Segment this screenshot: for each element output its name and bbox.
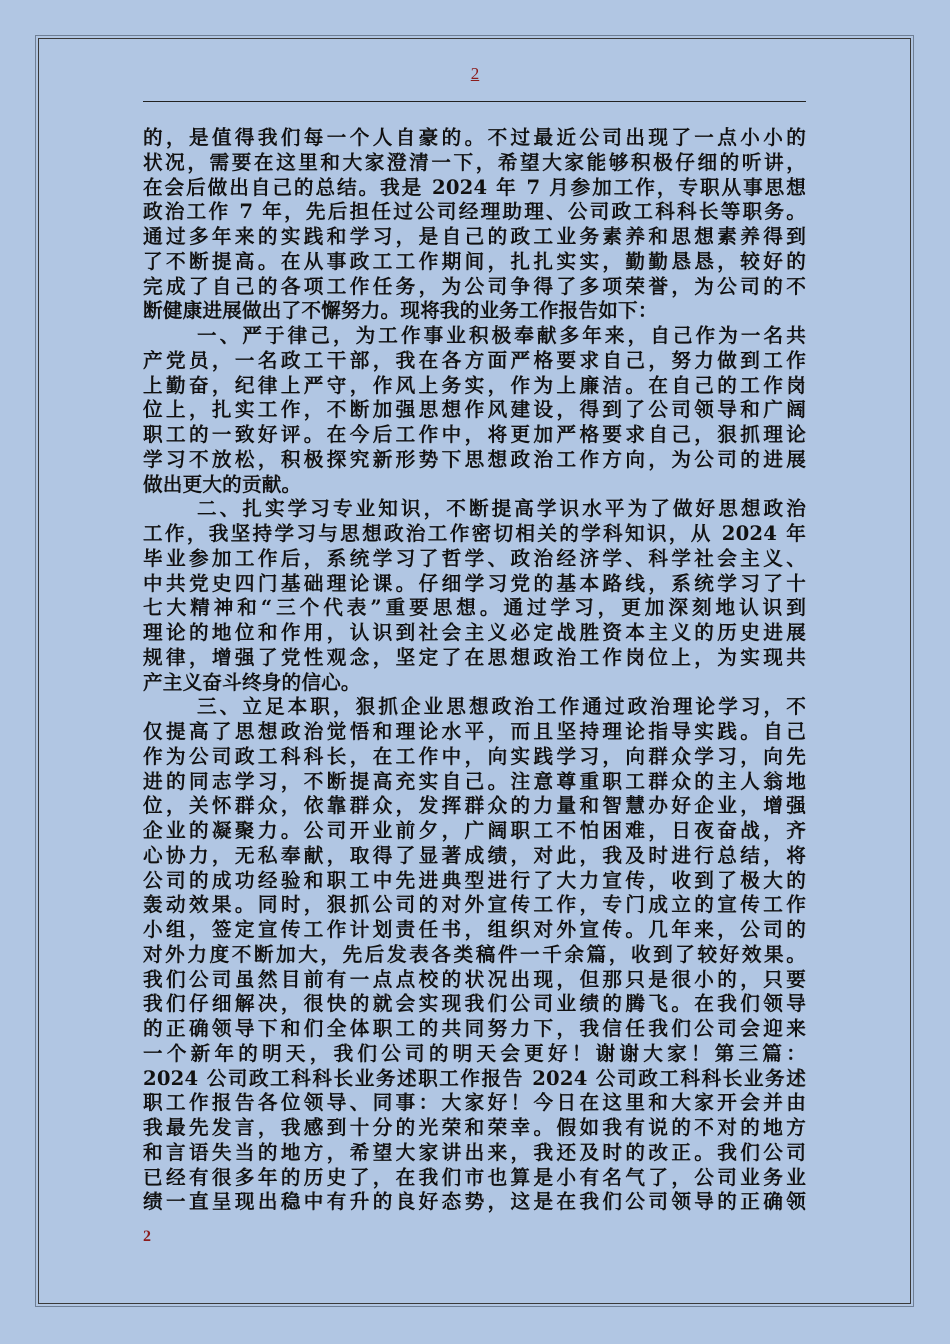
text-line: 轰动效果。同时，狠抓公司的对外宣传工作，专门成立的宣传工作 [143,893,806,917]
text-line: 学习不放松，积极探究新形势下思想政治工作方向，为公司的进展 [143,447,806,471]
text-line: 七大精神和“三个代表”重要思想。通过学习，更加深刻地认识到 [143,596,806,620]
text-line: 了不断提高。在从事政工工作期间，扎扎实实，勤勤恳恳，较好的 [143,249,806,273]
text-line: 断健康进展做出了不懈努力。现将我的业务工作报告如下： [143,299,658,323]
text-line: 做出更大的贡献。 [143,472,302,496]
text-line: 企业的凝聚力。公司开业前夕，广阔职工不怕困难，日夜奋战，齐 [143,819,806,842]
text-line: 规律，增强了党性观念，坚定了在思想政治工作岗位上，为实现共 [143,645,806,669]
text-line: 仅提高了思想政治觉悟和理论水平，而且坚持理论指导实践。自己 [143,720,806,743]
text-line: 对外力度不断加大，先后发表各类稿件一千余篇，收到了较好效果。 [143,942,806,966]
text-line: 产主义奋斗终身的信心。 [143,670,361,694]
header-page-number: 2 [470,64,480,83]
text-line: 位，关怀群众，依靠群众，发挥群众的力量和智慧办好企业，增强 [143,794,806,818]
section-heading-line: 一、严于律己，为工作事业积极奉献多年来，自己作为一名共 [197,324,806,347]
text-line: 公司的成功经验和职工中先进典型进行了大力宣传，收到了极大的 [143,868,806,892]
text-line: 的正确领导下和们全体职工的共同努力下，我信任我们公司会迎来 [143,1017,806,1040]
text-line: 上勤奋，纪律上严守，作风上务实，作为上廉洁。在自己的工作岗 [143,373,806,397]
text-line: 毕业参加工作后，系统学习了哲学、政治经济学、科学社会主义、 [143,546,806,570]
text-line: 已经有很多年的历史了，在我们市也算是小有名气了，公司业务业 [143,1165,806,1189]
text-line: 和言语失当的地方，希望大家讲出来，我还及时的改正。我们公司 [143,1140,806,1164]
text-line: 小组，签定宣传工作计划责任书，组织对外宣传。几年来，公司的 [143,918,806,941]
header-divider [143,101,806,102]
text-line: 我们公司虽然目前有一点点校的状况出现，但那只是很小的，只要 [143,967,806,991]
text-line: 的，是值得我们每一个人自豪的。不过最近公司出现了一点小小的 [143,126,806,149]
text-line: 产党员，一名政工干部，我在各方面严格要求自己，努力做到工作 [143,348,806,372]
text-line: 职工的一致好评。在今后工作中，将更加严格要求自己，狠抓理论 [143,423,806,446]
text-line: 政治工作 7 年，先后担任过公司经理助理、公司政工科科长等职务。 [143,200,806,224]
text-line: 完成了自己的各项工作任务，为公司争得了多项荣誉，为公司的不 [143,274,806,298]
text-line: 在会后做出自己的总结。我是 2024 年 7 月参加工作，专职从事思想 [143,175,806,199]
section-heading-line: 二、扎实学习专业知识，不断提高学识水平为了做好思想政治 [197,497,806,521]
text-line: 一个新年的明天，我们公司的明天会更好！谢谢大家！第三篇： [143,1041,806,1065]
text-line: 通过多年来的实践和学习，是自己的政工业务素养和思想素养得到 [143,225,806,248]
text-line: 工作，我坚持学习与思想政治工作密切相关的学科知识，从 2024 年 [143,522,806,545]
text-line: 作为公司政工科科长，在工作中，向实践学习，向群众学习，向先 [143,744,806,768]
text-line: 绩一直呈现出稳中有升的良好态势，这是在我们公司领导的正确领 [143,1190,806,1214]
text-line: 理论的地位和作用，认识到社会主义必定战胜资本主义的历史进展 [143,621,806,644]
text-line: 中共党史四门基础理论课。仔细学习党的基本路线，系统学习了十 [143,571,806,595]
text-line: 我们仔细解决，很快的就会实现我们公司业绩的腾飞。在我们领导 [143,992,806,1016]
section-heading-line: 三、立足本职，狠抓企业思想政治工作通过政治理论学习，不 [197,695,806,719]
footer-page-number: 2 [143,1228,151,1245]
text-line: 位上，扎实工作，不断加强思想作风建设，得到了公司领导和广阔 [143,398,806,422]
text-line: 进的同志学习，不断提高充实自己。注意尊重职工群众的主人翁地 [143,769,806,793]
text-line: 2024 公司政工科科长业务述职工作报告 2024 公司政工科科长业务述 [143,1066,806,1090]
text-line: 我最先发言，我感到十分的光荣和荣幸。假如我有说的不对的地方 [143,1116,806,1139]
document-body [143,126,806,1215]
text-line: 职工作报告各位领导、同事：大家好！今日在这里和大家开会并由 [143,1091,806,1115]
text-line: 状况，需要在这里和大家澄清一下，希望大家能够积极仔细的听讲， [143,150,806,174]
text-line: 心协力，无私奉献，取得了显著成绩，对此，我及时进行总结，将 [143,843,806,867]
